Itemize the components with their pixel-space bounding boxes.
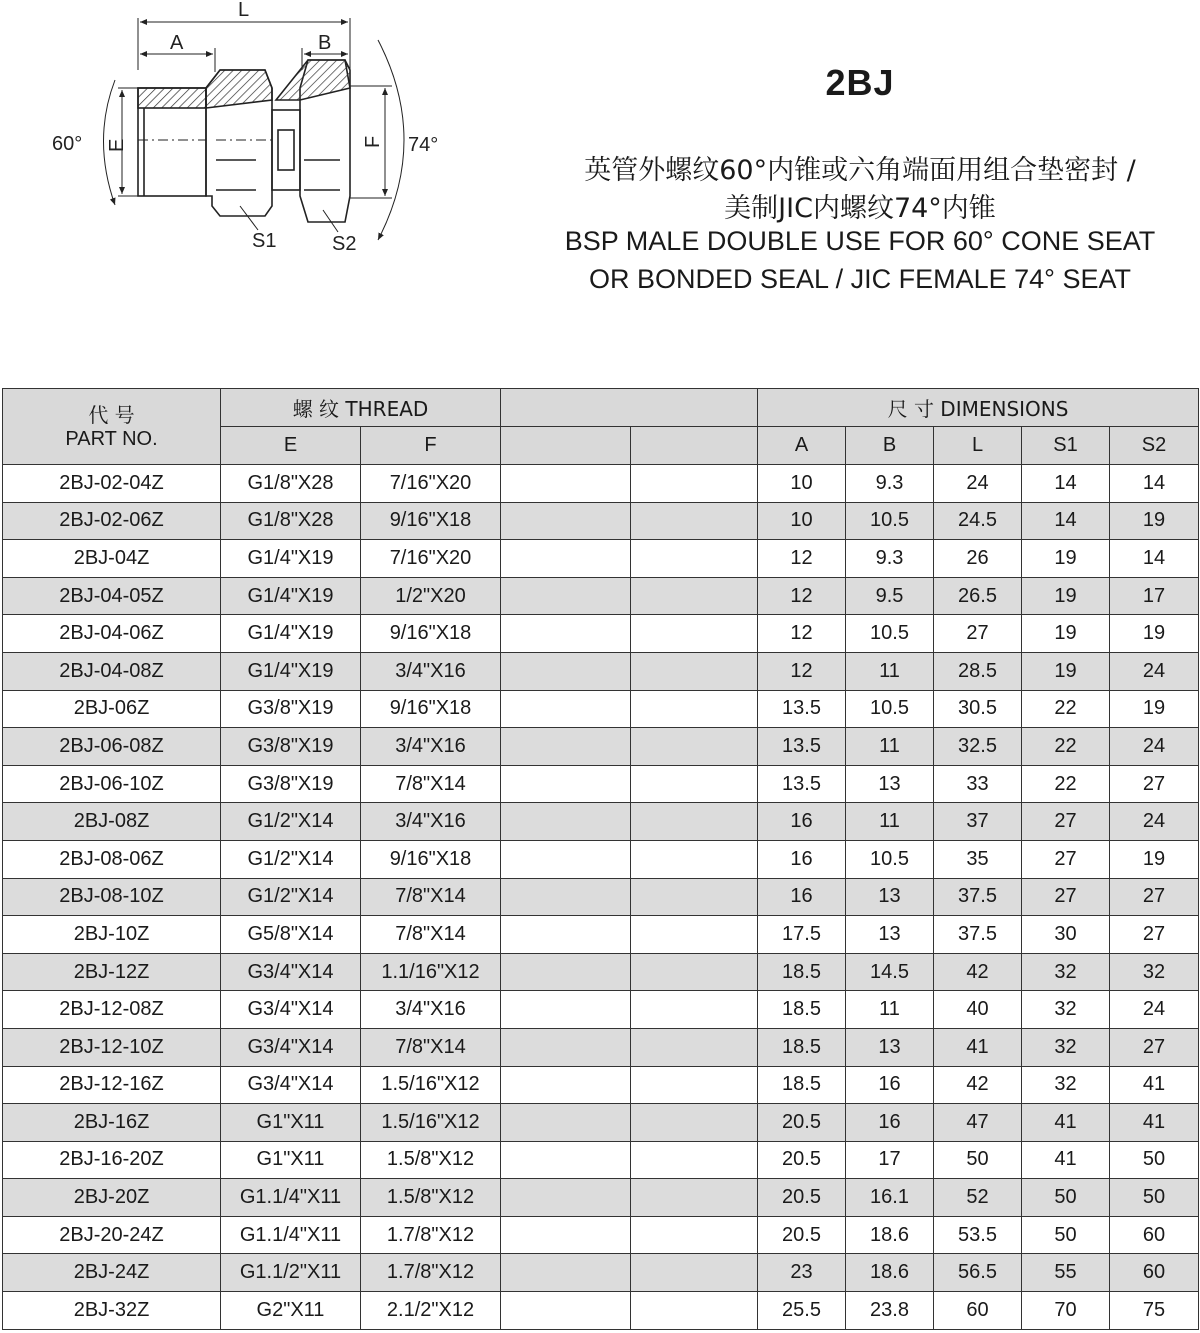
table-row	[3, 803, 1199, 841]
cell-e: G3/8"X19	[221, 690, 361, 728]
cell-blank	[501, 1292, 631, 1330]
cell-blank	[631, 916, 758, 954]
cell-l: 56.5	[934, 1254, 1022, 1292]
cell-e: G3/4"X14	[221, 991, 361, 1029]
cell-l: 40	[934, 991, 1022, 1029]
cell-s2: 24	[1110, 728, 1199, 766]
cell-a: 13.5	[758, 728, 846, 766]
table-row	[3, 690, 1199, 728]
cell-blank	[501, 916, 631, 954]
table-row	[3, 1028, 1199, 1066]
cell-blank	[631, 540, 758, 578]
table-row	[3, 540, 1199, 578]
cell-e: G3/8"X19	[221, 765, 361, 803]
table-row	[3, 502, 1199, 540]
cell-blank	[631, 840, 758, 878]
cell-f: 3/4"X16	[361, 652, 501, 690]
table-row	[3, 728, 1199, 766]
cell-e: G1/2"X14	[221, 840, 361, 878]
cell-b: 16.1	[846, 1179, 934, 1217]
cell-a: 20.5	[758, 1179, 846, 1217]
header-blank-2	[631, 427, 758, 465]
cell-l: 47	[934, 1104, 1022, 1142]
angle-label-74: 74°	[408, 134, 439, 156]
cell-e: G3/8"X19	[221, 728, 361, 766]
cell-b: 14.5	[846, 953, 934, 991]
cell-blank	[631, 878, 758, 916]
cell-e: G1.1/4"X11	[221, 1179, 361, 1217]
cell-part: 2BJ-04-06Z	[3, 615, 221, 653]
cell-s1: 19	[1022, 540, 1110, 578]
dim-label-A: A	[170, 32, 184, 54]
cell-f: 7/8"X14	[361, 916, 501, 954]
cell-b: 9.3	[846, 465, 934, 503]
cell-l: 52	[934, 1179, 1022, 1217]
table-row	[3, 1254, 1199, 1292]
cell-s2: 17	[1110, 577, 1199, 615]
cell-f: 9/16"X18	[361, 502, 501, 540]
header-blank-1	[501, 427, 631, 465]
cell-f: 7/16"X20	[361, 465, 501, 503]
cell-f: 7/8"X14	[361, 1028, 501, 1066]
cell-l: 42	[934, 953, 1022, 991]
table-row	[3, 465, 1199, 503]
header-thread-label: 螺 纹 THREAD	[292, 397, 429, 421]
cell-s2: 50	[1110, 1141, 1199, 1179]
cell-b: 18.6	[846, 1254, 934, 1292]
cell-s1: 41	[1022, 1104, 1110, 1142]
header-dimensions-label: 尺 寸 DIMENSIONS	[887, 397, 1069, 421]
cell-f: 1.1/16"X12	[361, 953, 501, 991]
table-row	[3, 1216, 1199, 1254]
cell-s2: 41	[1110, 1066, 1199, 1104]
cell-blank	[631, 690, 758, 728]
cell-blank	[501, 1104, 631, 1142]
cell-part: 2BJ-12-08Z	[3, 991, 221, 1029]
cell-part: 2BJ-16Z	[3, 1104, 221, 1142]
header-part-no	[3, 389, 221, 465]
cell-blank	[501, 502, 631, 540]
cell-s1: 22	[1022, 690, 1110, 728]
cell-blank	[501, 1179, 631, 1217]
cell-a: 12	[758, 540, 846, 578]
cell-a: 16	[758, 840, 846, 878]
header-B: B	[846, 427, 934, 465]
table-row	[3, 1292, 1199, 1330]
cell-s1: 30	[1022, 916, 1110, 954]
cell-l: 37.5	[934, 878, 1022, 916]
cell-b: 18.6	[846, 1216, 934, 1254]
cell-a: 17.5	[758, 916, 846, 954]
cell-s1: 32	[1022, 1028, 1110, 1066]
cell-l: 37	[934, 803, 1022, 841]
cell-l: 32.5	[934, 728, 1022, 766]
cell-part: 2BJ-02-06Z	[3, 502, 221, 540]
cell-b: 23.8	[846, 1292, 934, 1330]
cell-part: 2BJ-08-06Z	[3, 840, 221, 878]
header-part-en: PART NO.	[65, 427, 158, 450]
cell-blank	[631, 1141, 758, 1179]
cell-l: 53.5	[934, 1216, 1022, 1254]
cell-f: 2.1/2"X12	[361, 1292, 501, 1330]
angle-label-60: 60°	[52, 133, 83, 155]
cell-e: G1/2"X14	[221, 878, 361, 916]
cell-a: 12	[758, 615, 846, 653]
cell-s2: 24	[1110, 991, 1199, 1029]
dim-label-S2: S2	[332, 233, 357, 255]
cell-blank	[501, 1066, 631, 1104]
cell-s1: 50	[1022, 1216, 1110, 1254]
dim-label-L: L	[238, 0, 250, 21]
cell-e: G3/4"X14	[221, 1028, 361, 1066]
cell-part: 2BJ-20Z	[3, 1179, 221, 1217]
cell-l: 60	[934, 1292, 1022, 1330]
cell-s1: 19	[1022, 652, 1110, 690]
cell-blank	[501, 690, 631, 728]
cell-s1: 27	[1022, 803, 1110, 841]
cell-a: 10	[758, 465, 846, 503]
description-en-line1: BSP MALE DOUBLE USE FOR 60° CONE SEAT	[564, 226, 1156, 256]
cell-a: 18.5	[758, 953, 846, 991]
cell-blank	[501, 652, 631, 690]
cell-b: 13	[846, 916, 934, 954]
cell-blank	[501, 465, 631, 503]
table-row	[3, 1179, 1199, 1217]
cell-blank	[501, 1028, 631, 1066]
cell-a: 18.5	[758, 1028, 846, 1066]
cell-b: 10.5	[846, 840, 934, 878]
cell-l: 26	[934, 540, 1022, 578]
cell-s2: 14	[1110, 540, 1199, 578]
cell-l: 27	[934, 615, 1022, 653]
cell-l: 50	[934, 1141, 1022, 1179]
cell-blank	[501, 991, 631, 1029]
cell-s1: 19	[1022, 577, 1110, 615]
header-S2: S2	[1110, 427, 1199, 465]
cell-blank	[501, 840, 631, 878]
cell-e: G1/4"X19	[221, 652, 361, 690]
cell-b: 11	[846, 728, 934, 766]
cell-f: 7/16"X20	[361, 540, 501, 578]
cell-s1: 70	[1022, 1292, 1110, 1330]
cell-b: 11	[846, 803, 934, 841]
cell-blank	[501, 878, 631, 916]
cell-e: G1"X11	[221, 1104, 361, 1142]
cell-l: 28.5	[934, 652, 1022, 690]
cell-e: G1/8"X28	[221, 502, 361, 540]
header-A: A	[758, 427, 846, 465]
table-row	[3, 878, 1199, 916]
cell-l: 41	[934, 1028, 1022, 1066]
cell-s2: 41	[1110, 1104, 1199, 1142]
cell-b: 17	[846, 1141, 934, 1179]
cell-s2: 60	[1110, 1216, 1199, 1254]
header-dimensions	[758, 389, 1199, 427]
cell-part: 2BJ-16-20Z	[3, 1141, 221, 1179]
cell-b: 11	[846, 991, 934, 1029]
header-blank	[501, 389, 758, 427]
cell-s1: 14	[1022, 465, 1110, 503]
cell-blank	[501, 540, 631, 578]
cell-s2: 19	[1110, 502, 1199, 540]
cell-f: 9/16"X18	[361, 690, 501, 728]
table-row	[3, 1104, 1199, 1142]
cell-e: G5/8"X14	[221, 916, 361, 954]
header-part-cn: 代 号	[88, 402, 135, 427]
cell-blank	[631, 1028, 758, 1066]
cell-blank	[501, 953, 631, 991]
cell-s2: 60	[1110, 1254, 1199, 1292]
cell-blank	[631, 577, 758, 615]
cell-l: 42	[934, 1066, 1022, 1104]
cell-f: 1.5/8"X12	[361, 1179, 501, 1217]
dim-label-E: E	[106, 138, 128, 152]
cell-s1: 32	[1022, 953, 1110, 991]
dim-label-B: B	[318, 32, 332, 54]
product-code-title: 2BJ	[825, 62, 895, 103]
cell-s2: 50	[1110, 1179, 1199, 1217]
cell-part: 2BJ-08Z	[3, 803, 221, 841]
table-row	[3, 615, 1199, 653]
cell-f: 1.5/16"X12	[361, 1104, 501, 1142]
cell-s2: 75	[1110, 1292, 1199, 1330]
cell-blank	[501, 1141, 631, 1179]
cell-e: G1/4"X19	[221, 577, 361, 615]
cell-b: 10.5	[846, 690, 934, 728]
cell-b: 16	[846, 1066, 934, 1104]
cell-blank	[501, 1254, 631, 1292]
cell-blank	[631, 1254, 758, 1292]
cell-l: 30.5	[934, 690, 1022, 728]
cell-s2: 19	[1110, 840, 1199, 878]
cell-a: 10	[758, 502, 846, 540]
table-row	[3, 652, 1199, 690]
cell-part: 2BJ-12-10Z	[3, 1028, 221, 1066]
cell-s1: 41	[1022, 1141, 1110, 1179]
cell-a: 23	[758, 1254, 846, 1292]
cell-b: 10.5	[846, 502, 934, 540]
cell-blank	[631, 1292, 758, 1330]
cell-part: 2BJ-06-10Z	[3, 765, 221, 803]
cell-part: 2BJ-04-08Z	[3, 652, 221, 690]
cell-f: 1/2"X20	[361, 577, 501, 615]
cell-blank	[631, 991, 758, 1029]
header-thread	[221, 389, 501, 427]
cell-blank	[631, 1066, 758, 1104]
cell-blank	[631, 953, 758, 991]
cell-b: 10.5	[846, 615, 934, 653]
cell-s2: 19	[1110, 615, 1199, 653]
cell-a: 18.5	[758, 1066, 846, 1104]
dim-label-F: F	[362, 135, 384, 148]
cell-l: 33	[934, 765, 1022, 803]
cell-f: 1.7/8"X12	[361, 1216, 501, 1254]
cell-f: 3/4"X16	[361, 728, 501, 766]
cell-part: 2BJ-20-24Z	[3, 1216, 221, 1254]
cell-part: 2BJ-04Z	[3, 540, 221, 578]
cell-blank	[631, 615, 758, 653]
cell-part: 2BJ-24Z	[3, 1254, 221, 1292]
cell-b: 9.5	[846, 577, 934, 615]
cell-s1: 50	[1022, 1179, 1110, 1217]
cell-b: 13	[846, 1028, 934, 1066]
cell-e: G1/8"X28	[221, 465, 361, 503]
cell-b: 9.3	[846, 540, 934, 578]
cell-blank	[631, 652, 758, 690]
cell-a: 20.5	[758, 1216, 846, 1254]
cell-s1: 22	[1022, 765, 1110, 803]
table-row	[3, 765, 1199, 803]
cell-part: 2BJ-10Z	[3, 916, 221, 954]
cell-s2: 27	[1110, 916, 1199, 954]
cell-l: 26.5	[934, 577, 1022, 615]
cell-e: G1/4"X19	[221, 540, 361, 578]
cell-s1: 14	[1022, 502, 1110, 540]
cell-e: G2"X11	[221, 1292, 361, 1330]
cell-l: 24	[934, 465, 1022, 503]
cell-b: 13	[846, 765, 934, 803]
cell-s2: 24	[1110, 803, 1199, 841]
cell-part: 2BJ-08-10Z	[3, 878, 221, 916]
cell-blank	[501, 615, 631, 653]
cell-part: 2BJ-06Z	[3, 690, 221, 728]
cell-e: G1.1/4"X11	[221, 1216, 361, 1254]
cell-a: 16	[758, 878, 846, 916]
cell-s1: 22	[1022, 728, 1110, 766]
cell-f: 7/8"X14	[361, 765, 501, 803]
cell-blank	[631, 502, 758, 540]
cell-f: 1.5/16"X12	[361, 1066, 501, 1104]
cell-a: 12	[758, 577, 846, 615]
cell-f: 3/4"X16	[361, 803, 501, 841]
header-E: E	[221, 427, 361, 465]
header-L: L	[934, 427, 1022, 465]
cell-blank	[501, 803, 631, 841]
cell-b: 16	[846, 1104, 934, 1142]
cell-blank	[631, 803, 758, 841]
table-row	[3, 577, 1199, 615]
cell-part: 2BJ-02-04Z	[3, 465, 221, 503]
cell-f: 9/16"X18	[361, 615, 501, 653]
cell-s2: 24	[1110, 652, 1199, 690]
header-S1: S1	[1022, 427, 1110, 465]
cell-blank	[631, 465, 758, 503]
description-cn-line1: 英管外螺纹60°内锥或六角端面用组合垫密封 /	[584, 155, 1136, 186]
cell-e: G1.1/2"X11	[221, 1254, 361, 1292]
cell-f: 7/8"X14	[361, 878, 501, 916]
header-F: F	[361, 427, 501, 465]
cell-s1: 27	[1022, 840, 1110, 878]
cell-blank	[631, 1216, 758, 1254]
cell-s2: 19	[1110, 690, 1199, 728]
cell-f: 9/16"X18	[361, 840, 501, 878]
cell-blank	[501, 1216, 631, 1254]
table-row	[3, 953, 1199, 991]
cell-s1: 19	[1022, 615, 1110, 653]
cell-b: 11	[846, 652, 934, 690]
cell-a: 16	[758, 803, 846, 841]
cell-s1: 32	[1022, 991, 1110, 1029]
cell-e: G1"X11	[221, 1141, 361, 1179]
cell-a: 12	[758, 652, 846, 690]
cell-blank	[501, 765, 631, 803]
cell-l: 35	[934, 840, 1022, 878]
cell-part: 2BJ-04-05Z	[3, 577, 221, 615]
cell-blank	[631, 1104, 758, 1142]
dimensions-table	[2, 388, 1199, 1330]
cell-f: 3/4"X16	[361, 991, 501, 1029]
cell-s2: 32	[1110, 953, 1199, 991]
cell-b: 13	[846, 878, 934, 916]
cell-blank	[501, 728, 631, 766]
cell-l: 24.5	[934, 502, 1022, 540]
table-row	[3, 840, 1199, 878]
cell-s1: 27	[1022, 878, 1110, 916]
description-en-line2: OR BONDED SEAL / JIC FEMALE 74° SEAT	[589, 264, 1131, 294]
cell-e: G3/4"X14	[221, 953, 361, 991]
cell-s2: 14	[1110, 465, 1199, 503]
cell-part: 2BJ-12Z	[3, 953, 221, 991]
cell-part: 2BJ-06-08Z	[3, 728, 221, 766]
cell-s2: 27	[1110, 1028, 1199, 1066]
cell-a: 20.5	[758, 1141, 846, 1179]
cell-s1: 32	[1022, 1066, 1110, 1104]
cell-e: G1/4"X19	[221, 615, 361, 653]
cell-a: 20.5	[758, 1104, 846, 1142]
table-row	[3, 991, 1199, 1029]
cell-blank	[631, 765, 758, 803]
cell-e: G1/2"X14	[221, 803, 361, 841]
cell-a: 18.5	[758, 991, 846, 1029]
table-row	[3, 1066, 1199, 1104]
cell-part: 2BJ-12-16Z	[3, 1066, 221, 1104]
cell-s2: 27	[1110, 878, 1199, 916]
cell-s2: 27	[1110, 765, 1199, 803]
cell-blank	[501, 577, 631, 615]
cell-f: 1.5/8"X12	[361, 1141, 501, 1179]
dim-label-S1: S1	[252, 230, 277, 252]
cell-s1: 55	[1022, 1254, 1110, 1292]
cell-l: 37.5	[934, 916, 1022, 954]
cell-blank	[631, 728, 758, 766]
description-cn-line2: 美制JIC内螺纹74°内锥	[724, 193, 996, 224]
cell-e: G3/4"X14	[221, 1066, 361, 1104]
cell-part: 2BJ-32Z	[3, 1292, 221, 1330]
cell-a: 25.5	[758, 1292, 846, 1330]
cell-f: 1.7/8"X12	[361, 1254, 501, 1292]
fitting-technical-drawing	[40, 0, 470, 270]
cell-a: 13.5	[758, 765, 846, 803]
cell-blank	[631, 1179, 758, 1217]
cell-a: 13.5	[758, 690, 846, 728]
table-row	[3, 916, 1199, 954]
table-row	[3, 1141, 1199, 1179]
